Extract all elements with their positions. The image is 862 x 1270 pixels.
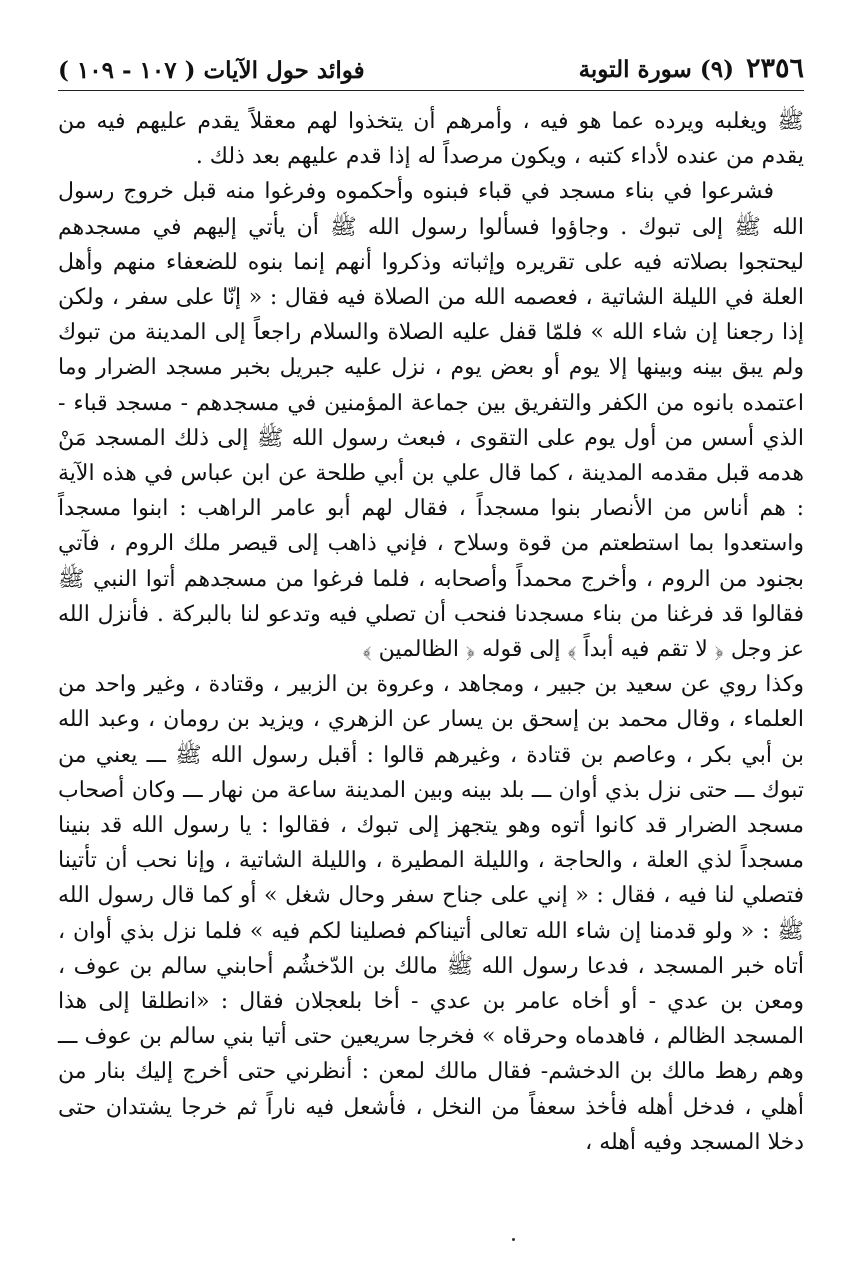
- page-number: ٢٣٥٦: [745, 53, 804, 84]
- section-title: فوائد حول الآيات ( ١٠٧ - ١٠٩ ): [58, 57, 365, 84]
- paragraph: ﷺ ويغلبه ويرده عما هو فيه ، وأمرهم أن يتخذوا لهم معقلاً يقدم عليهم فيه من يقدم من عنده لأداء كتبه ، ويكون مرصداً له إذا قدم عليهم بعد ذلك .: [58, 109, 804, 170]
- footer-dot: [512, 1238, 515, 1241]
- body-text: [58, 104, 804, 1160]
- page-header: [58, 44, 804, 84]
- paragraph: فشرعوا في بناء مسجد في قباء فبنوه وأحكموه وفرغوا منه قبل خروج رسول الله ﷺ إلى تبوك . وجاؤوا فسألوا رسول الله ﷺ أن يأتي إليهم في مسجدهم ليحتجوا بصلاته فيه على تقريره وإثباته وذكروا أنهم إنما بنوه للضعفاء منهم وأهل العلة في الليلة الشاتية ، فعصمه الله من الصلاة فيه فقال : « إنّا على سفر ، ولكن إذا رجعنا إن شاء الله » فلمّا قفل عليه الصلاة والسلام راجعاً إلى المدينة من تبوك ولم يبق بينه وبينها إلا يوم أو بعض يوم ، نزل عليه جبريل بخبر مسجد الضرار وما اعتمده بانوه من الكفر والتفريق بين جماعة المؤمنين في مسجدهم - مسجد قباء - الذي أسس من أول يوم على التقوى ، فبعث رسول الله ﷺ إلى ذلك المسجد مَنْ هدمه قبل مقدمه المدينة ، كما قال علي بن أبي طلحة عن ابن عباس في هذه الآية : هم أناس من الأنصار بنوا مسجداً ، فقال لهم أبو عامر الراهب : ابنوا مسجداً واستعدوا بما استطعتم من قوة وسلاح ، فإني ذاهب إلى قيصر ملك الروم ، فآتي بجنود من الروم ، وأخرج محمداً وأصحابه ، فلما فرغوا من مسجدهم أتوا النبي ﷺ فقالوا قد فرغنا من بناء مسجدنا فنحب أن تصلي فيه وتدعو لنا بالبركة . فأنزل الله عز وجل ﴿ لا تقم فيه أبداً ﴾ إلى قوله ﴿ الظالمين ﴾: [58, 179, 805, 663]
- header-divider: [58, 90, 804, 91]
- header-right: [579, 53, 804, 84]
- surah-title: (٩) سورة التوبة: [578, 56, 734, 83]
- paragraph: وكذا روي عن سعيد بن جبير ، ومجاهد ، وعروة بن الزبير ، وقتادة ، وغير واحد من العلماء ، وقال محمد بن إسحق بن يسار عن الزهري ، ويزيد بن رومان ، وعبد الله بن أبي بكر ، وعاصم بن قتادة ، وغيرهم قالوا : أقبل رسول الله ﷺ ـــ يعني من تبوك ـــ حتى نزل بذي أوان ـــ بلد بينه وبين المدينة ساعة من نهار ـــ وكان أصحاب مسجد الضرار قد كانوا أتوه وهو يتجهز إلى تبوك ، فقالوا : يا رسول الله قد بنينا مسجداً لذي العلة ، والحاجة ، والليلة المطيرة ، والليلة الشاتية ، وإنا نحب أن تأتينا فتصلي لنا فيه ، فقال : « إني على جناح سفر وحال شغل » أو كما قال رسول الله ﷺ : « ولو قدمنا إن شاء الله تعالى أتيناكم فصلينا لكم فيه » فلما نزل بذي أوان ، أتاه خبر المسجد ، فدعا رسول الله ﷺ مالك بن الدّخشُم أحابني سالم بن عوف ، ومعن بن عدي - أو أخاه عامر بن عدي - أخا بلعجلان فقال : «انطلقا إلى هذا المسجد الظالم ، فاهدماه وحرقاه » فخرجا سريعين حتى أتيا بني سالم بن عوف ـــ وهم رهط مالك بن الدخشم- فقال مالك لمعن : أنظرني حتى أخرج إليك بنار من أهلي ، فدخل أهله فأخذ سعفاً من النخل ، فأشعل فيه ناراً ثم خرجا يشتدان حتى دخلا المسجد وفيه أهله ،: [58, 672, 804, 1155]
